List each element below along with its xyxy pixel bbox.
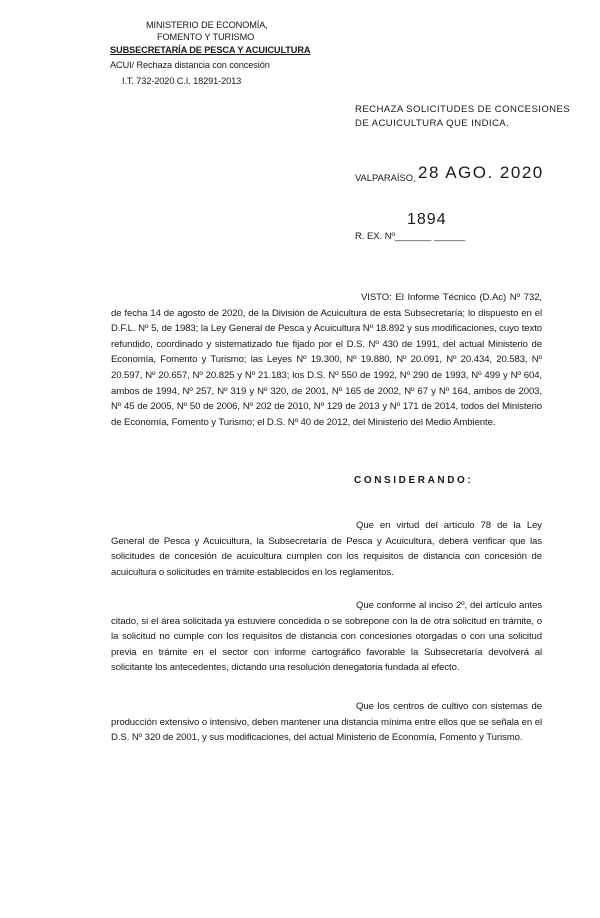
- date-stamp: 28 AGO. 2020: [418, 163, 544, 182]
- ministry-line-1: MINISTERIO DE ECONOMÍA,: [146, 20, 268, 30]
- considerando-paragraph-1: Que en virtud del artículo 78 de la Ley General de Pesca y Acuicultura, la Subsecretaría de Pesca y Acuicultura, deberá verificar que las solicitudes de concesión de acuicultura cumplen con los requisitos de distancia con concesión de acuicultura o solicitudes en trámite establecidos en los reglamentos.: [111, 520, 542, 578]
- visto-paragraph: VISTO: El Informe Técnico (D.Ac) Nº 732, de fecha 14 de agosto de 2020, de la División de Acuicultura de esta Subsecretaría; lo dispuesto en el D.F.L. Nº 5, de 1983; la Ley General de Pesca y Acuicultura Nº 18.892 y sus modificaciones, cuyo texto refundido, coordinado y sistematizado fue fijado por el D.S. Nº 430 de 1991, del actual Ministerio de Economía, Fomento y Turismo; las Leyes Nº 19.300, Nº 19.880, Nº 20.091, Nº 20.434, 20.583, Nº 20.597, Nº 20.657, Nº 20.825 y Nº 21.183; los D.S. Nº 550 de 1992, Nº 290 de 1993, Nº 499 y Nº 604, ambos de 1994, Nº 257, Nº 319 y Nº 320, de 2001, Nº 165 de 2002, Nº 67 y Nº 164, ambos de 2003, Nº 45 de 2005, Nº 50 de 2006, Nº 202 de 2010, Nº 129 de 2013 y Nº 171 de 2014, todos del Ministerio de Economía, Fomento y Turismo; el D.S. Nº 40 de 2012, del Ministerio del Medio Ambiente.: [111, 292, 542, 428]
- resolution-number: 1894: [407, 211, 447, 228]
- subject-line-1: RECHAZA SOLICITUDES DE CONCESIONES: [355, 104, 571, 115]
- reference-line-2: I.T. 732-2020 C.I. 18291-2013: [122, 76, 242, 86]
- subsecretaria-title: SUBSECRETARÍA DE PESCA Y ACUICULTURA: [110, 45, 311, 55]
- reference-line-1: ACUI/ Rechaza distancia con concesión: [110, 60, 270, 70]
- resolution-number-label: R. EX. Nº_______ ______: [355, 230, 466, 241]
- considerando-heading: CONSIDERANDO:: [354, 475, 474, 486]
- ministry-line-2: FOMENTO Y TURISMO: [157, 32, 255, 42]
- considerando-paragraph-2: Que conforme al inciso 2º, del artículo antes citado, si el área solicitada ya estuviere concedida o se sobrepone con la de otra solicitud en trámite, o la solicitud no cumple con los requisitos de distancia con concesiones otorgadas o con una solicitud previa en trámite en el sector con informe cartográfico favorable la Subsecretaría devolverá al solicitante los antecedentes, dictando una resolución denegatoria fundada al efecto.: [111, 600, 542, 674]
- resolution-subject: [355, 103, 570, 131]
- place-label: VALPARAÍSO,: [355, 172, 416, 183]
- subject-line-2: DE ACUICULTURA QUE INDICA.: [355, 118, 510, 129]
- considerando-paragraph-3: Que los centros de cultivo con sistemas de producción extensivo o intensivo, deben mantener una distancia mínima entre ellos que se señala en el D.S. Nº 320 de 2001, y sus modificaciones, del actual Ministerio de Economía, Fomento y Turismo.: [111, 701, 542, 744]
